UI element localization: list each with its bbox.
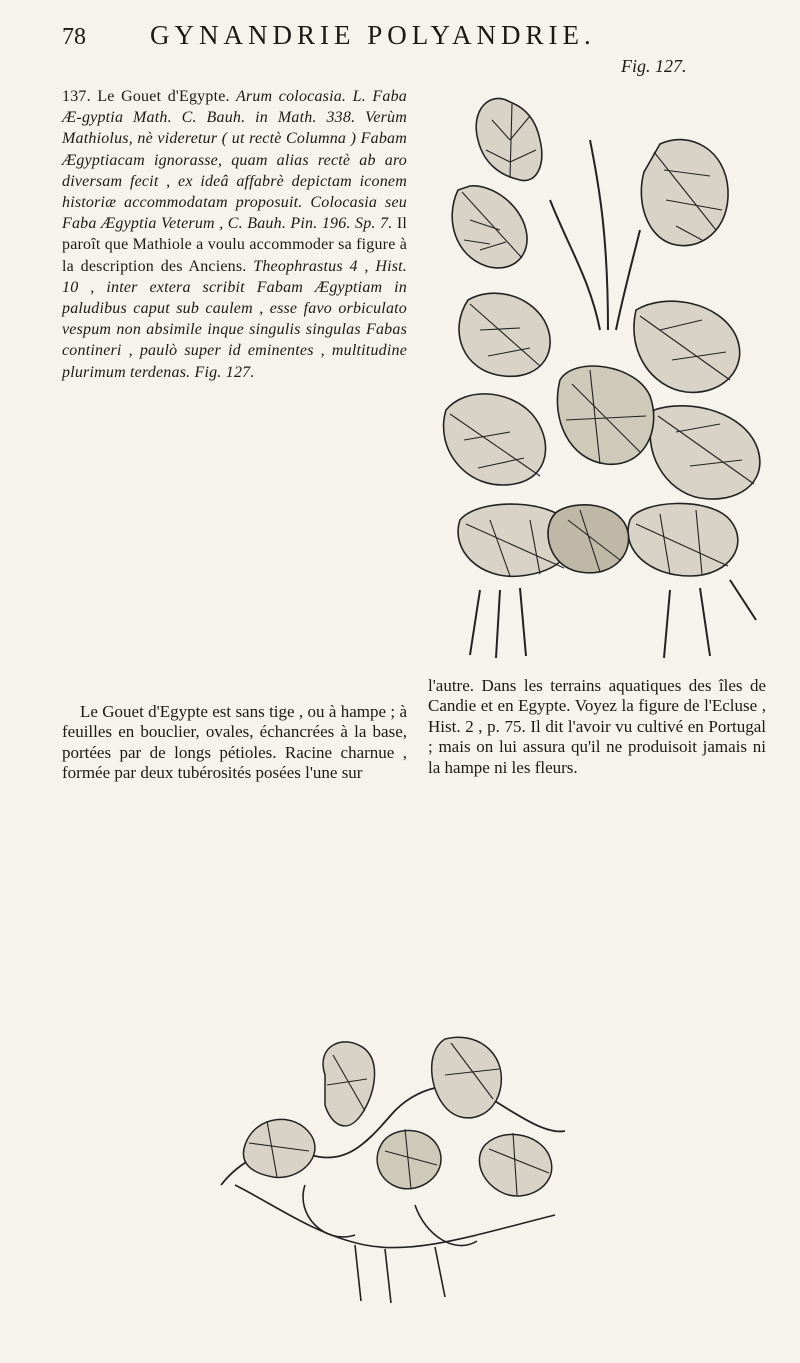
engraved-plant-illustration-icon — [440, 80, 770, 665]
description-right: l'autre. Dans les terrains aquatiques des îles de Candie et en Egypte. Voyez la figure de l'Ecluse , Hist. 2 , p. 75. Il dit l'avoir vu cultivé en Portugal ; mais on lui assura qu'il ne produisoit jamais ni la hampe ni les fleurs. — [428, 676, 766, 777]
entry-137 — [62, 86, 407, 383]
entry-column — [62, 86, 407, 383]
entry-latin-text: Arum colocasia. L. Faba Æ-gyptia Math. C. Bauh. in Math. 338. Verùm Mathiolus, nè videretur ( ut rectè Columna ) Fabam Ægyptiacam ignorasse, quam alias rectè ab aro diversam fecit , ex ideâ affabrè depictam iconem historiæ accommodatam proposuit. Colocasia seu Faba Ægyptia Veterum , C. Bauh. Pin. 196. Sp. 7. — [62, 88, 407, 233]
entry-number: 137. — [62, 88, 91, 105]
page-title: GYNANDRIE POLYANDRIE. — [150, 20, 596, 50]
entry-french-name: Le Gouet d'Egypte. — [97, 88, 230, 105]
entry-latin-text-2: Theophrastus 4 , Hist. 10 , inter extera scribit Fabam Ægyptiam in paludibus caput sub caulem , esse favo orbiculato vespum non absimile inque singulis singulas Fabas contineri , paulò super id eminentes , multitudine plurimum terdenas. Fig. 127. — [62, 257, 408, 381]
figure-label: Fig. 127. — [621, 56, 687, 76]
engraved-ornamental-vignette-icon — [215, 1035, 570, 1305]
page-number: 78 — [62, 24, 86, 50]
description-left: Le Gouet d'Egypte est sans tige , ou à hampe ; à feuilles en bouclier, ovales, échancrées à la base, portées par de longs pétioles. Racine charnue , formée par deux tubérosités posées l'une sur — [62, 702, 407, 783]
running-head — [62, 20, 702, 60]
entry-french-note: Il paroît que Mathiole a voulu accommoder sa figure à la description des Anciens. — [62, 215, 408, 275]
